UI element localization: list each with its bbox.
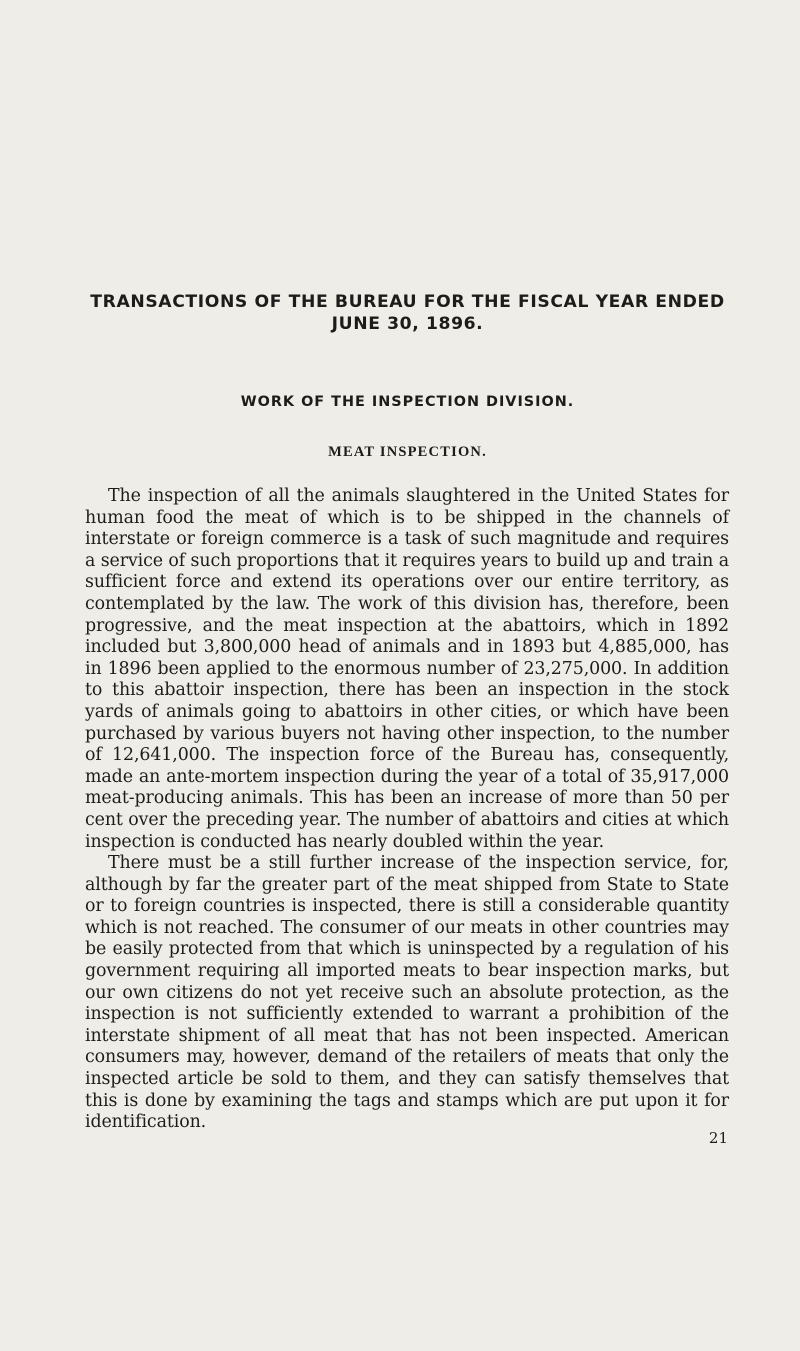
paragraph-2: There must be a still further increase of the inspection service, for, although by far the greater part of the meat shipped from State to State or to foreign countries is inspected, there is still a considerable quantity which is not reached. The consumer of our meats in other countries may be easily protected from that which is uninspected by a regulation of his government requiring all imported meats to bear inspection marks, but our own citizens do not yet receive such an absolute protection, as the inspection is not sufficiently extended to warrant a prohibition of the interstate shipment of all meat that has not been inspected. American consumers may, however, demand of the retailers of meats that only the inspected article be sold to them, and they can satisfy themselves that this is done by examining the tags and stamps which are put upon it for identification. — [85, 853, 729, 1133]
page-number: 21 — [708, 1129, 728, 1147]
page-heading-date: JUNE 30, 1896. — [331, 314, 484, 334]
page-heading: TRANSACTIONS OF THE BUREAU FOR THE FISCAL YEAR ENDED — [90, 292, 725, 312]
paragraph-1: The inspection of all the animals slaughtered in the United States for human food the meat of which is to be shipped in the channels of interstate or foreign commerce is a task of such magnitude and requires a service of such proportions that it requires years to build up and train a sufficient force and extend its operations over our entire territory, as contemplated by the law. The work of this division has, therefore, been progressive, and the meat inspection at the abattoirs, which in 1892 included but 3,800,000 head of animals and in 1893 but 4,885,000, has in 1896 been applied to the enormous number of 23,275,000. In addition to this abattoir inspection, there has been an inspection in the stock yards of animals going to abattoirs in other cities, or which have been purchased by various buyers not having other inspection, to the number of 12,641,000. The inspection force of the Bureau has, consequently, made an ante-mortem inspection during the year of a total of 35,917,000 meat-producing animals. This has been an increase of more than 50 per cent over the preceding year. The number of abattoirs and cities at which inspection is conducted has nearly doubled within the year. — [85, 486, 729, 852]
body-text — [85, 486, 729, 1134]
subsection-title: MEAT INSPECTION. — [328, 444, 487, 460]
section-title: WORK OF THE INSPECTION DIVISION. — [240, 394, 575, 410]
